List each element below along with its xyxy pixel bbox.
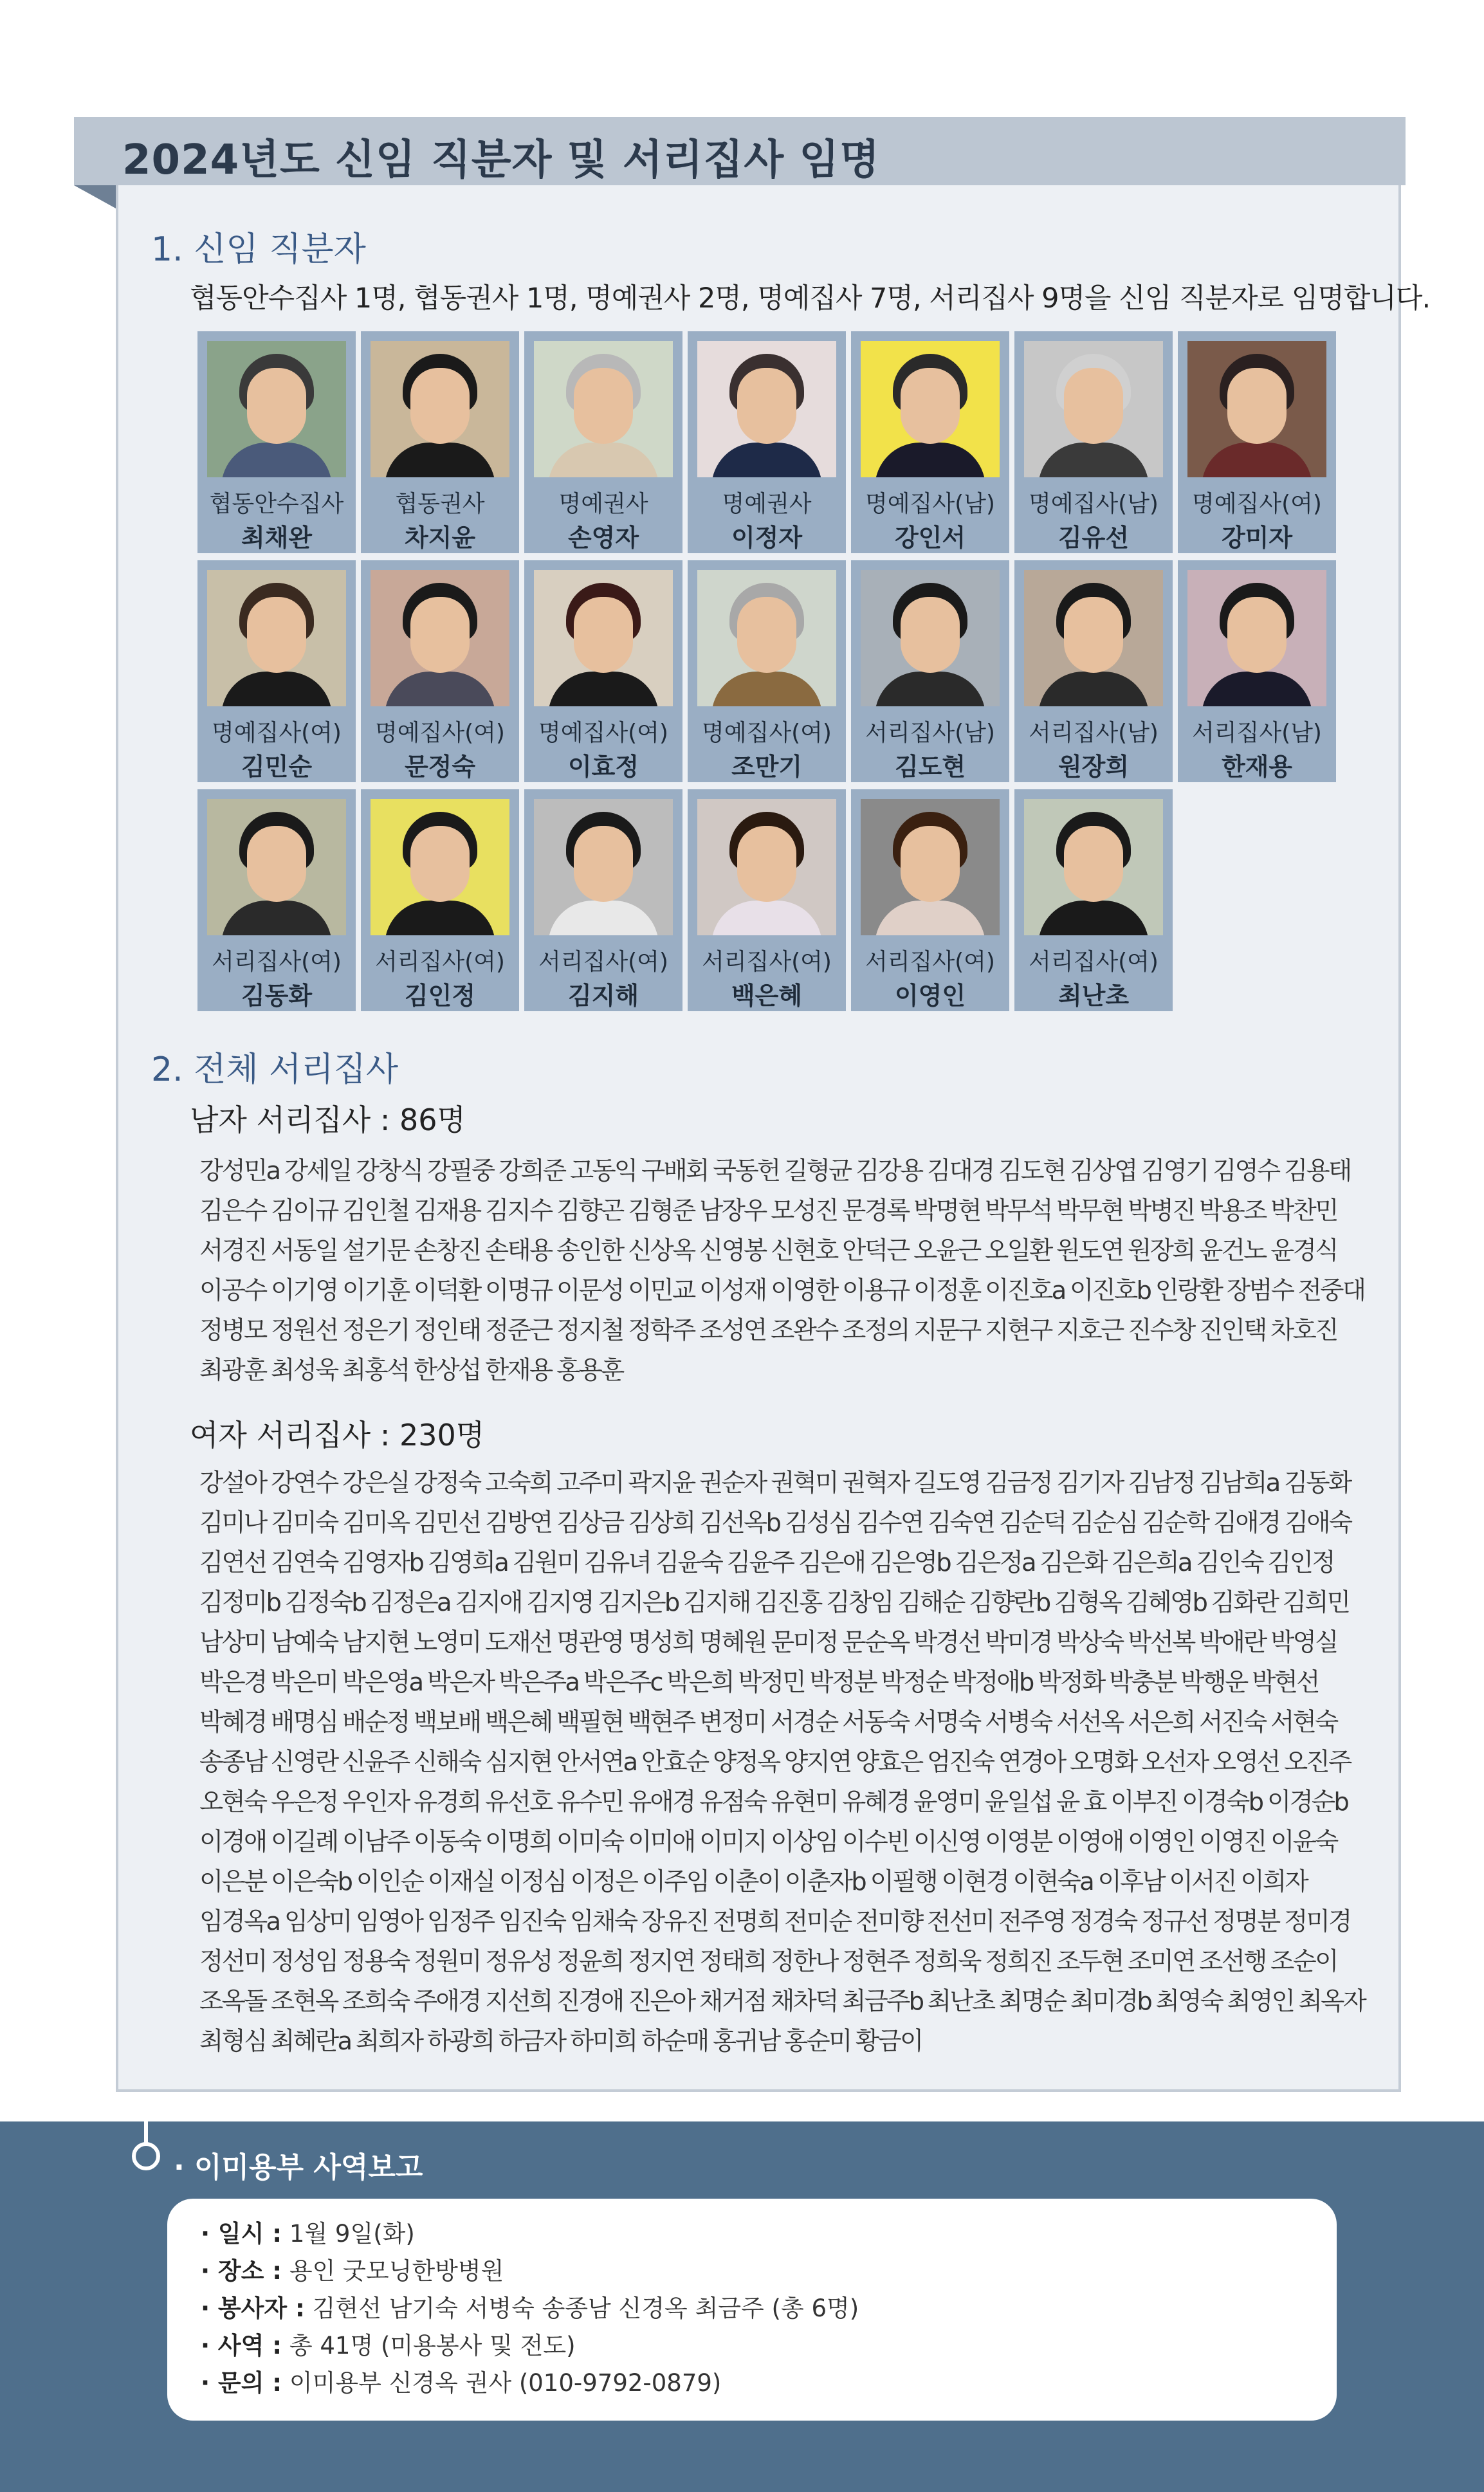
- report-row: [201, 2251, 504, 2286]
- male-deacons-list: [199, 1151, 1365, 1391]
- name-line: 남상미 남예숙 남지현 노영미 도재선 명관영 명성희 명혜원 문미정 문순옥 박경선 박미경 박상숙 박선복 박애란 박영실: [199, 1628, 1337, 1657]
- officer-role: 명예집사(남): [865, 491, 995, 517]
- name-line: 조옥돌 조현옥 조희숙 주애경 지선희 진경애 진은아 채거점 채차덕 최금주b 최난초 최명순 최미경b 최영숙 최영인 최옥자: [199, 1987, 1366, 2016]
- report-stem: [144, 2116, 148, 2143]
- report-row: [201, 2326, 576, 2361]
- officer-role: 서리집사(여): [538, 949, 668, 975]
- officer-card: [688, 560, 846, 782]
- portrait-photo: [861, 570, 1000, 706]
- portrait-photo: [207, 570, 346, 706]
- officer-name: 김지해: [567, 982, 639, 1010]
- officer-name: 최난초: [1058, 982, 1130, 1010]
- officer-name: 조만기: [731, 753, 803, 781]
- section1-title: 1. 신임 직분자: [151, 230, 366, 269]
- officer-card: [524, 331, 682, 553]
- report-value: 1월 9일(화): [282, 2220, 415, 2248]
- header-fold: [74, 185, 116, 208]
- report-value: 이미용부 신경옥 권사 (010-9792-0879): [282, 2369, 722, 2397]
- officer-card: [851, 331, 1009, 553]
- officer-role: 명예집사(여): [1192, 491, 1322, 517]
- officer-name: 한재용: [1221, 753, 1293, 781]
- officer-role: 협동안수집사: [209, 491, 344, 517]
- officer-card: [197, 560, 356, 782]
- report-value: 총 41명 (미용봉사 및 전도): [282, 2332, 576, 2359]
- female-deacons-list: [199, 1463, 1366, 2062]
- officer-name: 이효정: [567, 753, 639, 781]
- officer-role: 명예집사(여): [375, 720, 505, 746]
- officer-card: [688, 789, 846, 1011]
- officer-role: 서리집사(남): [1192, 720, 1322, 746]
- officer-name: 김도현: [894, 753, 966, 781]
- officer-role: 서리집사(남): [1029, 720, 1159, 746]
- report-row: [201, 2289, 859, 2323]
- officer-card: [1014, 560, 1173, 782]
- circle-bullet-icon: [132, 2142, 160, 2170]
- report-title: · 이미용부 사역보고: [174, 2151, 423, 2184]
- officer-card: [1014, 789, 1173, 1011]
- officer-card: [1014, 331, 1173, 553]
- name-line: 정선미 정성임 정용숙 정원미 정유성 정윤희 정지연 정태희 정한나 정현주 정희욱 정희진 조두현 조미연 조선행 조순이: [199, 1947, 1337, 1976]
- officer-card: [851, 789, 1009, 1011]
- section1-description: 협동안수집사 1명, 협동권사 1명, 명예권사 2명, 명예집사 7명, 서리집사 9명을 신임 직분자로 임명합니다.: [190, 282, 1431, 315]
- officer-role: 명예집사(여): [702, 720, 832, 746]
- name-line: 임경옥a 임상미 임영아 임정주 임진숙 임채숙 장유진 전명희 전미순 전미향 전선미 전주영 정경숙 정규선 정명분 정미경: [199, 1907, 1351, 1936]
- name-line: 박은경 박은미 박은영a 박은자 박은주a 박은주c 박은희 박정민 박정분 박정순 박정애b 박정화 박충분 박행운 박현선: [199, 1668, 1319, 1697]
- portrait-photo: [861, 799, 1000, 935]
- officer-name: 이영인: [894, 982, 966, 1010]
- officer-role: 명예집사(여): [538, 720, 668, 746]
- name-line: 강성민a 강세일 강창식 강필중 강희준 고동익 구배회 국동헌 길형균 김강용 김대경 김도현 김상엽 김영기 김영수 김용태: [199, 1157, 1351, 1186]
- female-deacons-title: 여자 서리집사 : 230명: [190, 1418, 485, 1452]
- name-line: 이경애 이길례 이남주 이동숙 이명희 이미숙 이미애 이미지 이상임 이수빈 이신영 이영분 이영애 이영인 이영진 이윤숙: [199, 1828, 1337, 1856]
- portrait-photo: [697, 341, 836, 477]
- officer-role: 서리집사(여): [702, 949, 832, 975]
- portrait-photo: [534, 799, 673, 935]
- name-line: 송종남 신영란 신윤주 신해숙 심지현 안서연a 안효순 양정옥 양지연 양효은 엄진숙 연경아 오명화 오선자 오영선 오진주: [199, 1748, 1351, 1777]
- name-line: 김미나 김미숙 김미옥 김민선 김방연 김상금 김상희 김선옥b 김성심 김수연 김숙연 김순덕 김순심 김순학 김애경 김애숙: [199, 1508, 1351, 1537]
- officer-name: 김동화: [241, 982, 313, 1010]
- name-line: 김정미b 김정숙b 김정은a 김지애 김지영 김지은b 김지해 김진홍 김창임 김해순 김향란b 김형옥 김혜영b 김화란 김희민: [199, 1588, 1350, 1617]
- section2-title: 2. 전체 서리집사: [151, 1050, 399, 1089]
- portrait-photo: [371, 570, 509, 706]
- officer-card: [688, 331, 846, 553]
- portrait-photo: [534, 341, 673, 477]
- portrait-photo: [697, 799, 836, 935]
- officer-role: 서리집사(여): [375, 949, 505, 975]
- portrait-photo: [371, 341, 509, 477]
- officer-name: 김유선: [1058, 524, 1130, 552]
- name-line: 강설아 강연수 강은실 강정숙 고숙희 고주미 곽지윤 권순자 권혁미 권혁자 길도영 김금정 김기자 김남정 김남희a 김동화: [199, 1469, 1351, 1498]
- officer-card: [361, 331, 519, 553]
- portrait-photo: [207, 341, 346, 477]
- name-line: 서경진 서동일 설기문 손창진 손태용 송인한 신상옥 신영봉 신현호 안덕근 오윤근 오일환 원도연 원장희 윤건노 윤경식: [199, 1236, 1337, 1265]
- report-value: 김현선 남기숙 서병숙 송종남 신경옥 최금주 (총 6명): [304, 2295, 859, 2322]
- report-row: [201, 2214, 415, 2249]
- officer-card: [361, 789, 519, 1011]
- page-title: 2024년도 신임 직분자 및 서리집사 임명: [122, 136, 881, 184]
- officer-role: 명예집사(여): [212, 720, 342, 746]
- name-line: 최광훈 최성욱 최홍석 한상섭 한재용 홍용훈: [199, 1356, 623, 1385]
- officer-card: [197, 789, 356, 1011]
- officer-name: 최채완: [241, 524, 313, 552]
- officer-role: 명예집사(남): [1029, 491, 1159, 517]
- officer-card: [197, 331, 356, 553]
- portrait-photo: [1024, 341, 1163, 477]
- officer-card: [524, 789, 682, 1011]
- name-line: 박혜경 배명심 배순정 백보배 백은혜 백필현 백현주 변정미 서경순 서동숙 서명숙 서병숙 서선옥 서은희 서진숙 서현숙: [199, 1708, 1337, 1737]
- portrait-photo: [1024, 570, 1163, 706]
- report-label: · 문의 :: [201, 2369, 282, 2397]
- officer-name: 차지윤: [404, 524, 476, 552]
- officer-name: 강미자: [1221, 524, 1293, 552]
- portrait-photo: [207, 799, 346, 935]
- portrait-photo: [861, 341, 1000, 477]
- portrait-photo: [697, 570, 836, 706]
- name-line: 김은수 김이규 김인철 김재용 김지수 김향곤 김형준 남장우 모성진 문경록 박명현 박무석 박무현 박병진 박용조 박찬민: [199, 1196, 1337, 1225]
- officer-card: [1178, 331, 1336, 553]
- officer-card: [851, 560, 1009, 782]
- officer-role: 명예권사: [558, 491, 648, 517]
- officer-name: 원장희: [1058, 753, 1130, 781]
- report-label: · 사역 :: [201, 2332, 282, 2359]
- officer-name: 문정숙: [404, 753, 476, 781]
- report-label: · 일시 :: [201, 2220, 282, 2248]
- officer-card: [361, 560, 519, 782]
- male-deacons-title: 남자 서리집사 : 86명: [190, 1103, 466, 1137]
- portrait-photo: [1024, 799, 1163, 935]
- officer-role: 서리집사(여): [212, 949, 342, 975]
- name-line: 정병모 정원선 정은기 정인태 정준근 정지철 정학주 조성연 조완수 조정의 지문구 지현구 지호근 진수창 진인택 차호진: [199, 1316, 1337, 1345]
- officer-role: 서리집사(여): [1029, 949, 1159, 975]
- portrait-photo: [1187, 570, 1326, 706]
- name-line: 오현숙 우은정 우인자 유경희 유선호 유수민 유애경 유점숙 유현미 유혜경 윤영미 윤일섭 윤 효 이부진 이경숙b 이경순b: [199, 1788, 1348, 1817]
- report-value: 용인 굿모닝한방병원: [282, 2257, 504, 2285]
- portrait-photo: [371, 799, 509, 935]
- report-row: [201, 2363, 721, 2398]
- officer-name: 백은혜: [731, 982, 803, 1010]
- name-line: 이은분 이은숙b 이인순 이재실 이정심 이정은 이주임 이춘이 이춘자b 이필행 이현경 이현숙a 이후남 이서진 이희자: [199, 1867, 1308, 1896]
- officer-role: 협동권사: [395, 491, 485, 517]
- officer-name: 김민순: [241, 753, 313, 781]
- officer-role: 서리집사(남): [865, 720, 995, 746]
- portrait-photo: [1187, 341, 1326, 477]
- portrait-photo: [534, 570, 673, 706]
- officer-role: 서리집사(여): [865, 949, 995, 975]
- officer-name: 김인정: [404, 982, 476, 1010]
- officer-card: [1178, 560, 1336, 782]
- report-label: · 봉사자 :: [201, 2295, 305, 2322]
- report-label: · 장소 :: [201, 2257, 282, 2285]
- name-line: 이공수 이기영 이기훈 이덕환 이명규 이문성 이민교 이성재 이영한 이용규 이정훈 이진호a 이진호b 인랑환 장범수 전중대: [199, 1276, 1365, 1305]
- officer-name: 강인서: [894, 524, 966, 552]
- name-line: 최형심 최혜란a 최희자 하광희 하금자 하미희 하순매 홍귀남 홍순미 황금이: [199, 2027, 922, 2056]
- name-line: 김연선 김연숙 김영자b 김영희a 김원미 김유녀 김윤숙 김윤주 김은애 김은영b 김은정a 김은화 김은희a 김인숙 김인정: [199, 1548, 1334, 1577]
- officer-role: 명예권사: [722, 491, 812, 517]
- officer-card: [524, 560, 682, 782]
- officer-name: 이정자: [731, 524, 803, 552]
- officer-name: 손영자: [567, 524, 639, 552]
